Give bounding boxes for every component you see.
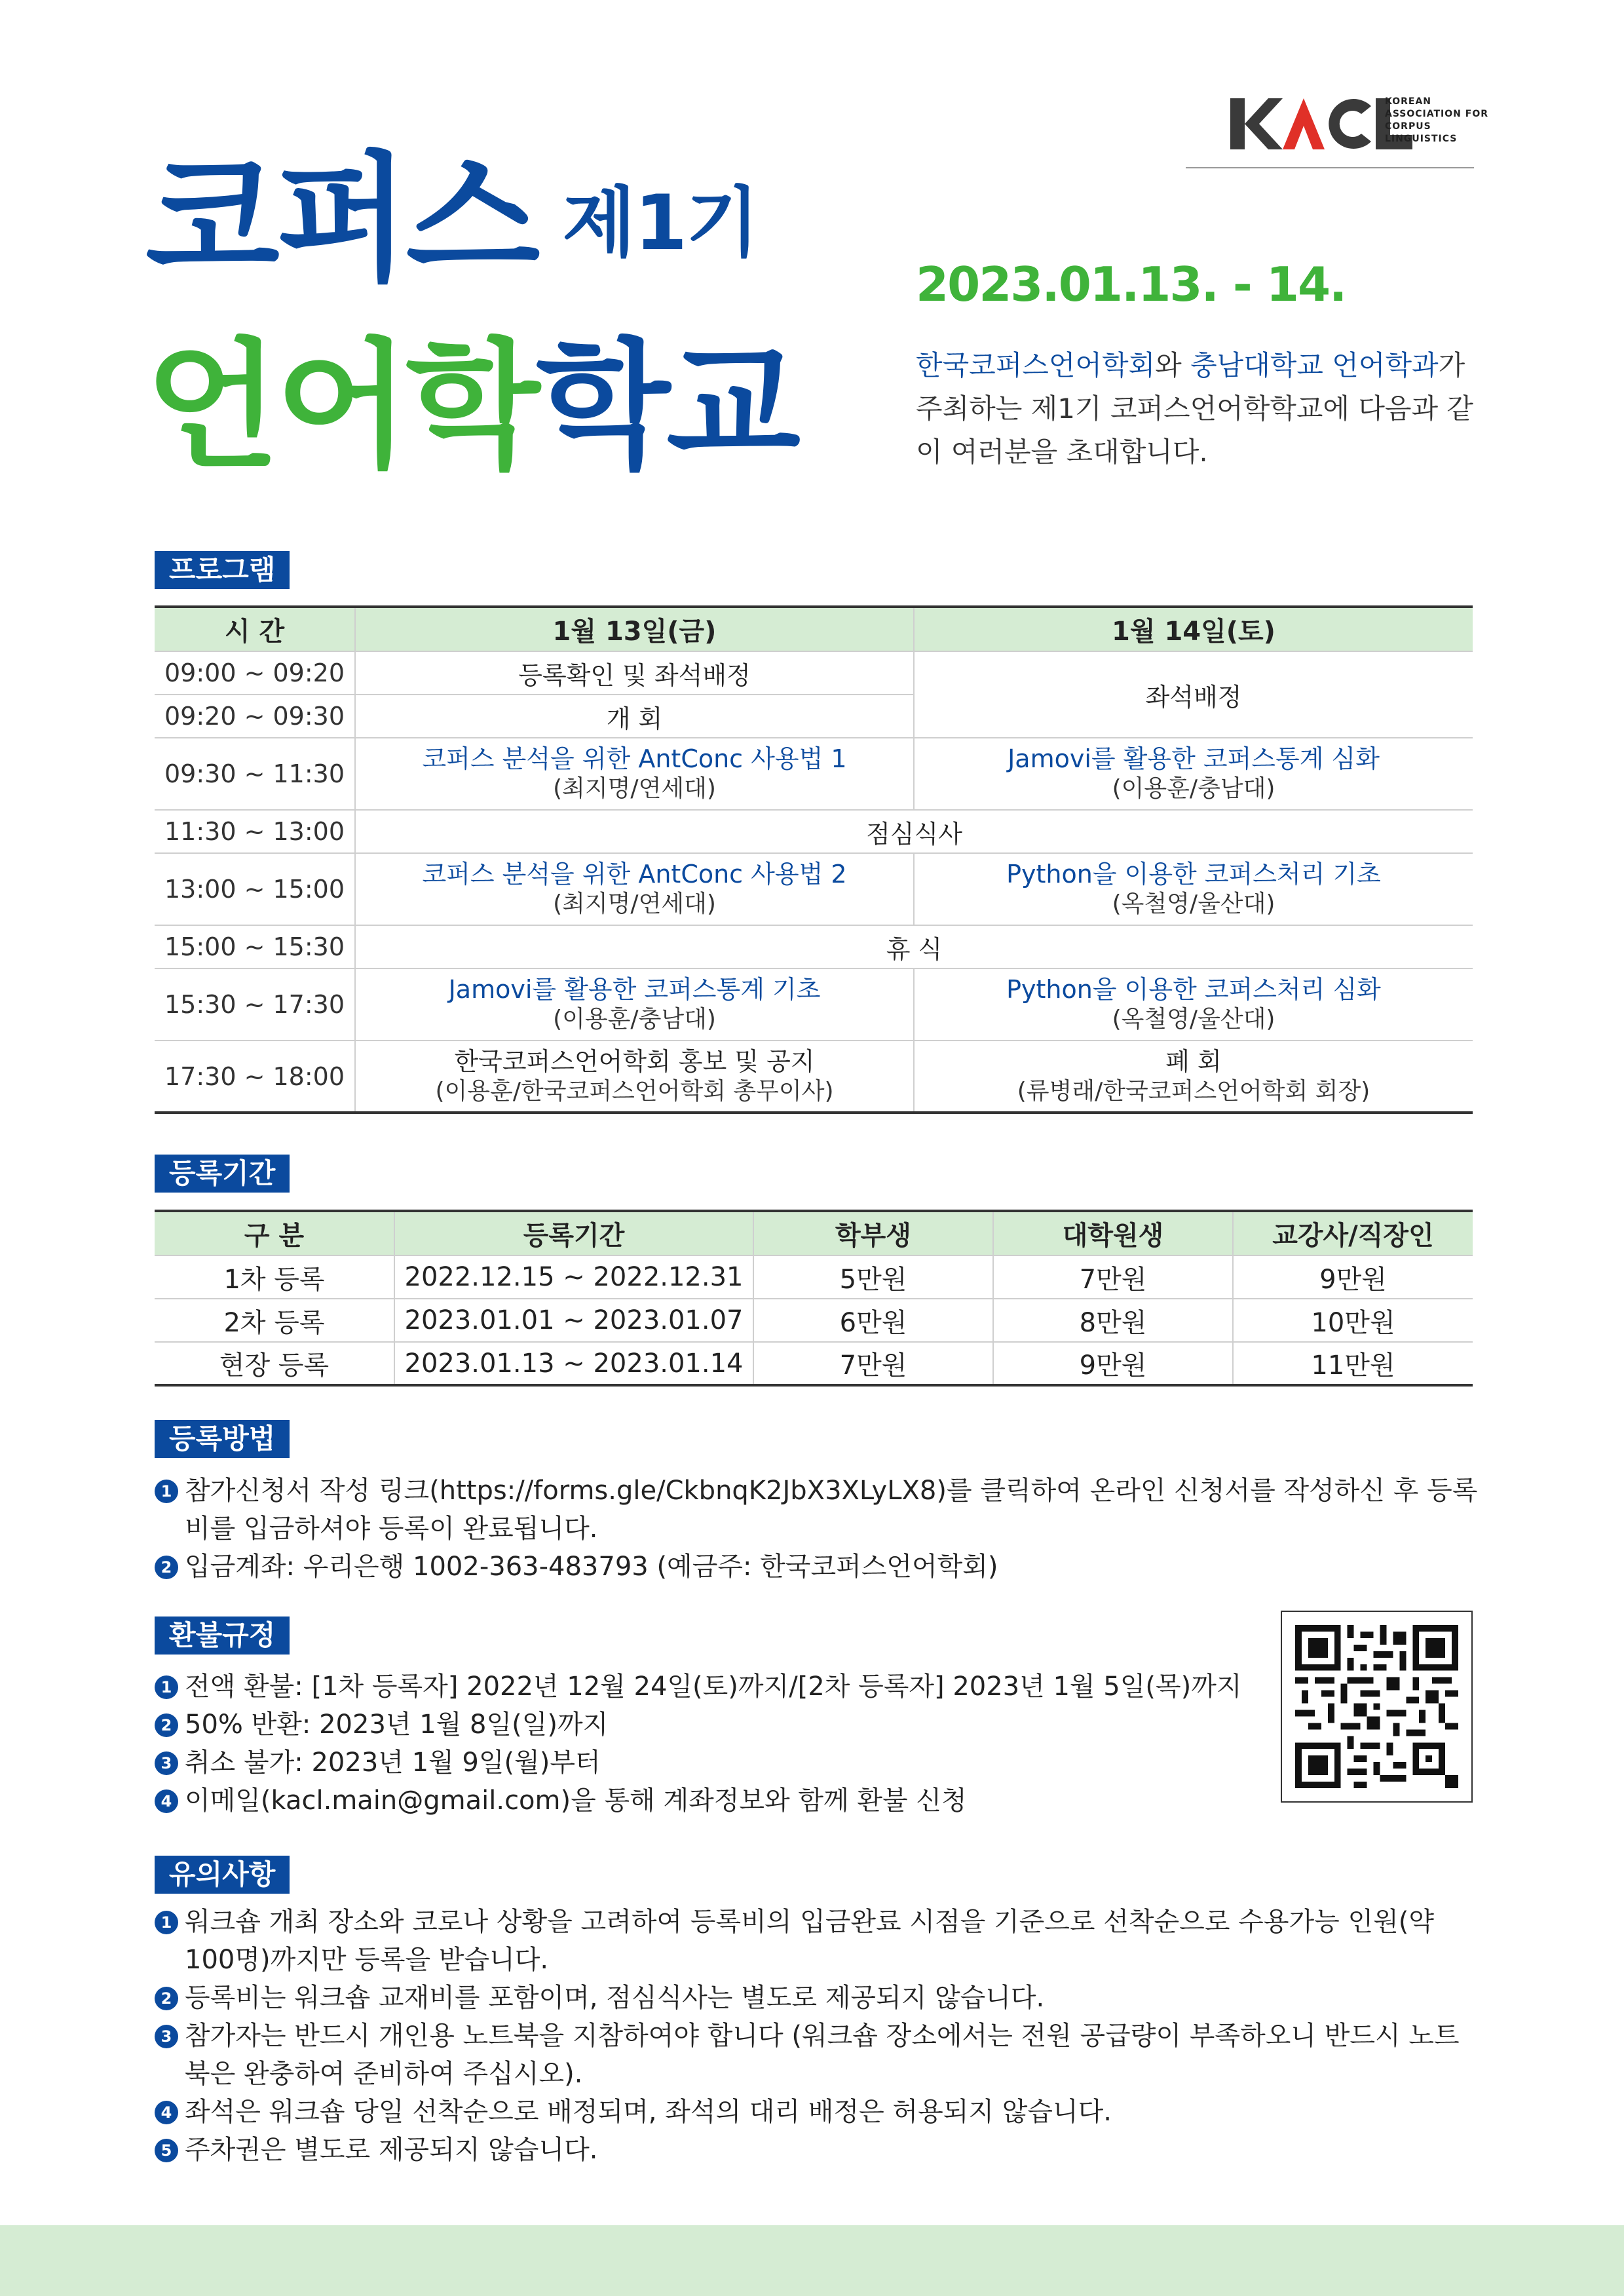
table-cell: 교강사/직장인 — [1233, 1211, 1473, 1255]
table-cell: Python을 이용한 코퍼스처리 기초 (옥철영/울산대) — [914, 853, 1473, 925]
table-row — [155, 651, 1473, 695]
footer-band — [0, 2225, 1624, 2296]
table-cell: 2차 등록 — [155, 1299, 394, 1342]
table-cell: 13:00 ~ 15:00 — [155, 853, 355, 925]
method-list — [155, 1472, 1478, 1586]
list-item: 2 50% 반환: 2023년 1월 8일(일)까지 — [155, 1706, 1268, 1744]
section-heading-method: 등록방법 — [155, 1420, 290, 1458]
column-header: 시 간 — [155, 607, 355, 651]
table-cell: 9만원 — [993, 1342, 1233, 1385]
notes-list — [155, 1903, 1478, 2169]
table-cell: 한국코퍼스언어학회 홍보 및 공지 (이용훈/한국코퍼스언어학회 총무이사) — [355, 1041, 914, 1113]
table-cell: 휴 식 — [355, 925, 1473, 968]
table-cell: 11만원 — [1233, 1342, 1473, 1385]
table-row — [155, 968, 1473, 1041]
table-cell: 코퍼스 분석을 위한 AntConc 사용법 2 (최지명/연세대) — [355, 853, 914, 925]
table-cell: 2023.01.13 ~ 2023.01.14 — [394, 1342, 753, 1385]
table-cell: 폐 회 (류병래/한국코퍼스언어학회 회장) — [914, 1041, 1473, 1113]
table-cell: 등록기간 — [394, 1211, 753, 1255]
table-cell: 2023.01.01 ~ 2023.01.07 — [394, 1299, 753, 1342]
table-cell: 15:30 ~ 17:30 — [155, 968, 355, 1041]
list-item: 1 워크숍 개최 장소와 코로나 상황을 고려하여 등록비의 입금완료 시점을 기준으로 선착순으로 수용가능 인원(약 100명)까지만 등록을 받습니다. — [155, 1903, 1478, 1979]
registration-table — [155, 1210, 1473, 1387]
table-cell: 5만원 — [753, 1255, 993, 1299]
section-heading-notes: 유의사항 — [155, 1856, 290, 1894]
table-cell: 11:30 ~ 13:00 — [155, 810, 355, 853]
table-cell: Jamovi를 활용한 코퍼스통계 기초 (이용훈/충남대) — [355, 968, 914, 1041]
table-cell: 6만원 — [753, 1299, 993, 1342]
table-cell: 코퍼스 분석을 위한 AntConc 사용법 1 (최지명/연세대) — [355, 738, 914, 810]
table-cell: Jamovi를 활용한 코퍼스통계 심화 (이용훈/충남대) — [914, 738, 1473, 810]
table-cell: 점심식사 — [355, 810, 1473, 853]
table-header-row — [155, 607, 1473, 651]
table-cell: 학부생 — [753, 1211, 993, 1255]
list-item: 1 전액 환불: [1차 등록자] 2022년 12월 24일(토)까지/[2차 등록자] 2023년 1월 5일(목)까지 — [155, 1668, 1268, 1706]
table-cell: 09:00 ~ 09:20 — [155, 651, 355, 695]
table-cell: Python을 이용한 코퍼스처리 심화 (옥철영/울산대) — [914, 968, 1473, 1041]
table-cell: 대학원생 — [993, 1211, 1233, 1255]
table-cell: 09:30 ~ 11:30 — [155, 738, 355, 810]
list-item: 3 취소 불가: 2023년 1월 9일(월)부터 — [155, 1744, 1268, 1782]
intro-text: 한국코퍼스언어학회와 충남대학교 언어학과가 주최하는 제1기 코퍼스언어학학교에 다음과 같이 여러분을 초대합니다. — [916, 349, 1473, 468]
logo-org-name: KOREAN ASSOCIATION FOR CORPUS LINGUISTICS — [1385, 96, 1489, 144]
list-item: 1 참가신청서 작성 링크(https://forms.gle/CkbnqK2JbX3XLyLX8)를 클릭하여 온라인 신청서를 작성하신 후 등록비를 입금하셔야 등록이 완료됩니다. — [155, 1472, 1478, 1548]
list-item: 4 이메일(kacl.main@gmail.com)을 통해 계좌정보와 함께 환불 신청 — [155, 1782, 1268, 1820]
page-title-line2: 언어학학교 — [145, 325, 797, 487]
list-item: 2 입금계좌: 우리은행 1002-363-483793 (예금주: 한국코퍼스언어학회) — [155, 1548, 1478, 1586]
table-row — [155, 1255, 1473, 1299]
refund-list — [155, 1668, 1268, 1820]
table-header-row — [155, 1211, 1473, 1255]
table-row — [155, 810, 1473, 853]
table-row — [155, 738, 1473, 810]
event-date: 2023.01.13. - 14. — [916, 257, 1346, 312]
table-cell: 9만원 — [1233, 1255, 1473, 1299]
table-row — [155, 853, 1473, 925]
table-cell: 7만원 — [753, 1342, 993, 1385]
table-cell: 2022.12.15 ~ 2022.12.31 — [394, 1255, 753, 1299]
section-heading-period: 등록기간 — [155, 1155, 290, 1193]
list-item: 2 등록비는 워크숍 교재비를 포함이며, 점심식사는 별도로 제공되지 않습니다. — [155, 1979, 1478, 2017]
list-item: 4 좌석은 워크숍 당일 선착순으로 배정되며, 좌석의 대리 배정은 허용되지 않습니다. — [155, 2093, 1478, 2131]
table-cell: 구 분 — [155, 1211, 394, 1255]
list-item: 3 참가자는 반드시 개인용 노트북을 지참하여야 합니다 (워크숍 장소에서는 전원 공급량이 부족하오니 반드시 노트북은 완충하여 준비하여 주십시오). — [155, 2017, 1478, 2093]
table-row — [155, 1342, 1473, 1385]
column-header: 1월 14일(토) — [914, 607, 1473, 651]
table-cell: 좌석배정 — [914, 651, 1473, 738]
table-cell: 10만원 — [1233, 1299, 1473, 1342]
qr-code-icon[interactable] — [1281, 1611, 1473, 1803]
table-cell: 17:30 ~ 18:00 — [155, 1041, 355, 1113]
edition-label: 제1기 — [562, 179, 759, 267]
program-table — [155, 605, 1473, 1114]
table-cell: 7만원 — [993, 1255, 1233, 1299]
table-cell: 현장 등록 — [155, 1342, 394, 1385]
table-cell: 등록확인 및 좌석배정 — [355, 651, 914, 695]
table-cell: 8만원 — [993, 1299, 1233, 1342]
logo-divider — [1186, 167, 1474, 168]
page-title-line1: 코퍼스 제1기 — [145, 138, 759, 300]
section-heading-refund: 환불규정 — [155, 1617, 290, 1655]
table-cell: 개 회 — [355, 695, 914, 738]
section-heading-program: 프로그램 — [155, 551, 290, 589]
table-row — [155, 1299, 1473, 1342]
list-item: 5 주차권은 별도로 제공되지 않습니다. — [155, 2131, 1478, 2169]
table-cell: 1차 등록 — [155, 1255, 394, 1299]
table-cell: 15:00 ~ 15:30 — [155, 925, 355, 968]
column-header: 1월 13일(금) — [355, 607, 914, 651]
table-cell: 09:20 ~ 09:30 — [155, 695, 355, 738]
table-row — [155, 1041, 1473, 1113]
table-row — [155, 925, 1473, 968]
